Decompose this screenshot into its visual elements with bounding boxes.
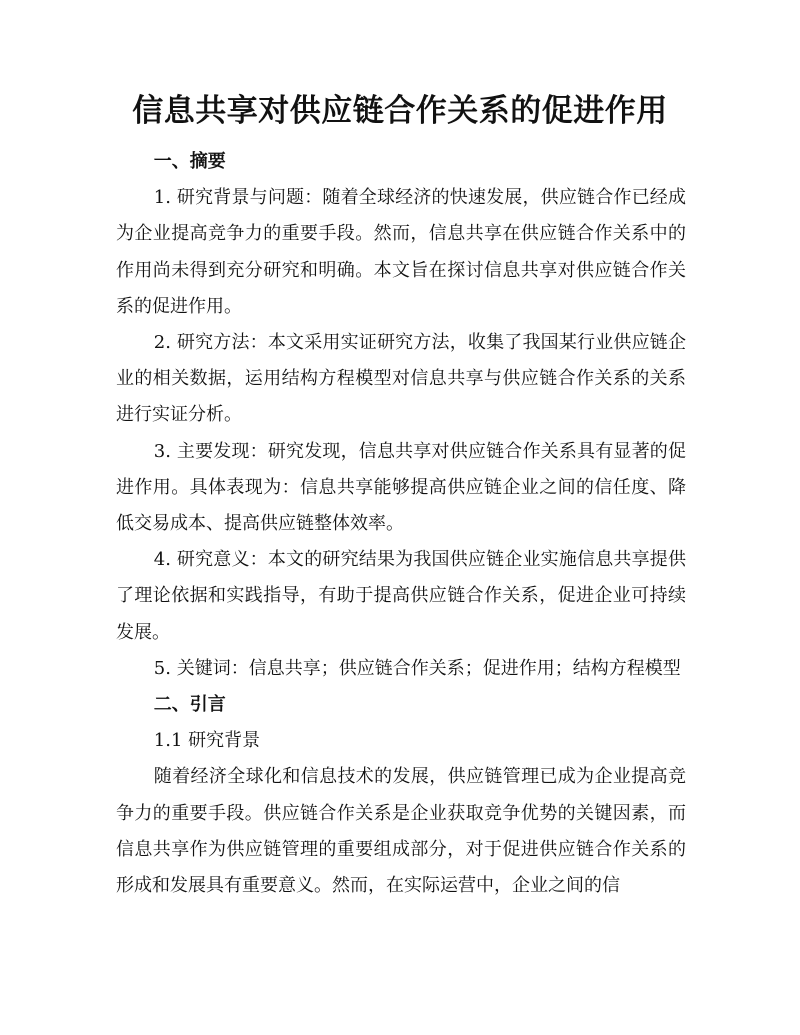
document-body — [116, 144, 686, 904]
abstract-item-5: 5. 关键词：信息共享；供应链合作关系；促进作用；结构方程模型 — [153, 657, 681, 679]
intro-subheading: 1.1 研究背景 — [153, 730, 261, 752]
abstract-item-4: 4. 研究意义：本文的研究结果为我国供应链企业实施信息共享提供了理论依据和实践指导，有助于提高供应链合作关系，促进企业可持续发展。 — [116, 549, 686, 643]
abstract-item-2: 2. 研究方法：本文采用实证研究方法，收集了我国某行业供应链企业的相关数据，运用结构方程模型对信息共享与供应链合作关系的关系进行实证分析。 — [116, 332, 686, 426]
abstract-heading: 一、摘要 — [153, 151, 226, 172]
intro-heading: 二、引言 — [153, 694, 226, 716]
document-title: 信息共享对供应链合作关系的促进作用 — [132, 93, 668, 129]
abstract-item-3: 3. 主要发现：研究发现，信息共享对供应链合作关系具有显著的促进作用。具体表现为：信息共享能够提高供应链企业之间的信任度、降低交易成本、提高供应链整体效率。 — [116, 440, 686, 535]
abstract-item-1: 1. 研究背景与问题：随着全球经济的快速发展，供应链合作已经成为企业提高竞争力的重要手段。然而，信息共享在供应链合作关系中的作用尚未得到充分研究和明确。本文旨在探讨信息共享对供应链合作关系的促进作用。 — [116, 187, 686, 317]
intro-paragraph: 随着经济全球化和信息技术的发展，供应链管理已成为企业提高竞争力的重要手段。供应链合作关系是企业获取竞争优势的关键因素，而信息共享作为供应链管理的重要组成部分，对于促进供应链合作关系的形成和发展具有重要意义。然而，在实际运营中，企业之间的信 — [116, 766, 686, 897]
